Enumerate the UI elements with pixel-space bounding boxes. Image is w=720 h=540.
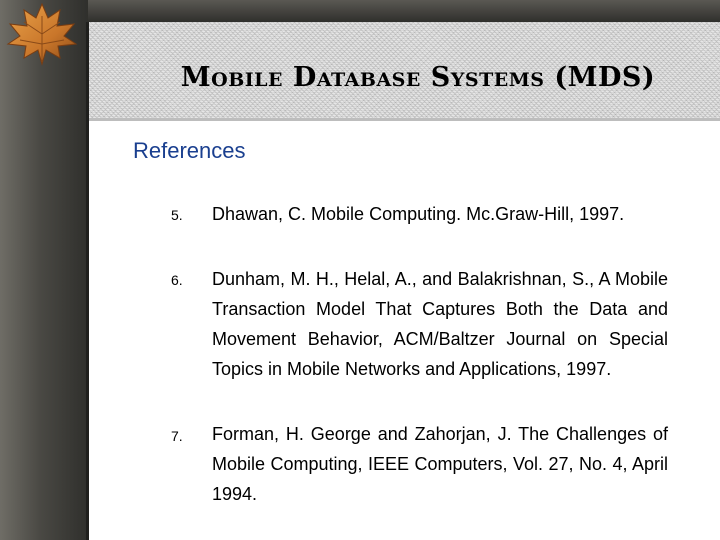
reference-text: Forman, H. George and Zahorjan, J. The Challenges of Mobile Computing, IEEE Computers, Vol. 27, No. 4, April 1994. (212, 424, 668, 504)
slide-title: Mobile Database Systems (MDS) (180, 62, 656, 93)
section-heading: References (133, 138, 246, 163)
vertical-divider (86, 22, 89, 540)
top-decorative-band (88, 0, 720, 22)
reference-number: 7. (171, 428, 183, 444)
reference-number: 6. (171, 272, 183, 288)
reference-text: Dunham, M. H., Helal, A., and Balakrishnan, S., A Mobile Transaction Model That Captures Both the Data and Movement Behavior, ACM/Baltzer Journal on Special Topics in Mobile Networks and Applications, 1997. (212, 269, 668, 379)
reference-number: 5. (171, 207, 183, 223)
maple-leaf-icon (2, 0, 82, 66)
reference-text: Dhawan, C. Mobile Computing. Mc.Graw-Hill, 1997. (212, 204, 625, 224)
left-decorative-band (0, 0, 88, 540)
header-divider (88, 118, 720, 121)
